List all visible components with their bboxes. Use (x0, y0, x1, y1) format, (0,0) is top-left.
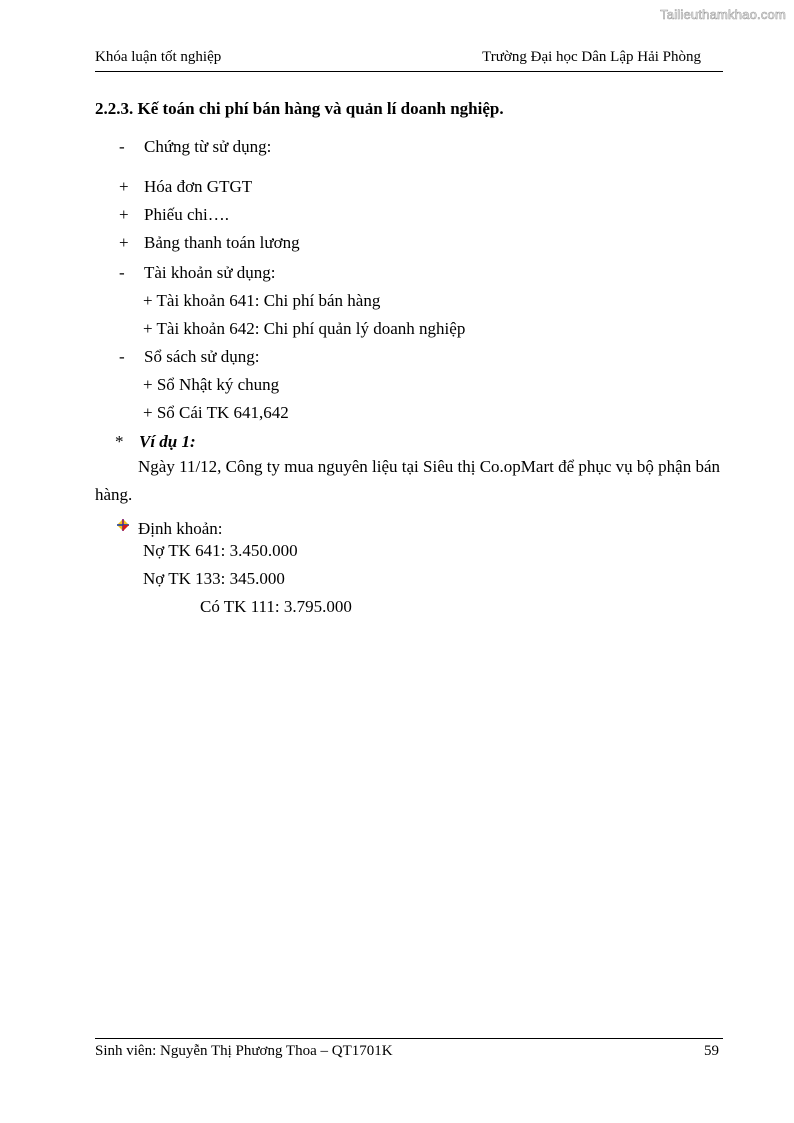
header-left: Khóa luận tốt nghiệp (95, 49, 222, 65)
list-marker: + (119, 205, 129, 224)
list-item: Tài khoản sử dụng: (144, 263, 276, 282)
header-right: Trường Đại học Dân Lập Hải Phòng (482, 49, 701, 65)
list-item: Chứng từ sử dụng: (144, 137, 272, 156)
list-subitem: + Sổ Nhật ký chung (143, 375, 280, 394)
entry-line: Có TK 111: 3.795.000 (200, 597, 352, 616)
entry-line: Nợ TK 133: 345.000 (143, 569, 285, 588)
footer-author: Sinh viên: Nguyễn Thị Phương Thoa – QT1701K (95, 1043, 393, 1059)
watermark: Tailieuthamkhao.com (660, 7, 786, 22)
entry-line: Nợ TK 641: 3.450.000 (143, 541, 298, 560)
page-number: 59 (704, 1043, 719, 1059)
page-header (95, 49, 723, 72)
list-subitem: + Sổ Cái TK 641,642 (143, 403, 289, 422)
list-marker: - (119, 263, 125, 282)
list-marker: + (119, 233, 129, 252)
example-paragraph: Ngày 11/12, Công ty mua nguyên liệu tại Siêu thị Co.opMart để phục vụ bộ phận bán hàng. (95, 457, 721, 504)
page-footer (95, 1038, 723, 1061)
diamond-bullet-icon (117, 519, 129, 531)
list-subitem: + Tài khoản 641: Chi phí bán hàng (143, 291, 381, 310)
list-marker: - (119, 137, 125, 156)
list-item: Sổ sách sử dụng: (144, 347, 260, 366)
section-heading: 2.2.3. Kế toán chi phí bán hàng và quản lí doanh nghiệp. (95, 99, 504, 118)
list-subitem: + Tài khoản 642: Chi phí quản lý doanh nghiệp (143, 319, 466, 338)
list-item: Phiếu chi…. (144, 205, 229, 224)
example-marker: * (115, 432, 124, 451)
list-marker: + (119, 177, 129, 196)
entry-label: Định khoản: (138, 519, 223, 538)
list-item: Bảng thanh toán lương (144, 233, 300, 252)
example-title: Ví dụ 1: (139, 432, 196, 451)
list-marker: - (119, 347, 125, 366)
list-item: Hóa đơn GTGT (144, 177, 253, 196)
